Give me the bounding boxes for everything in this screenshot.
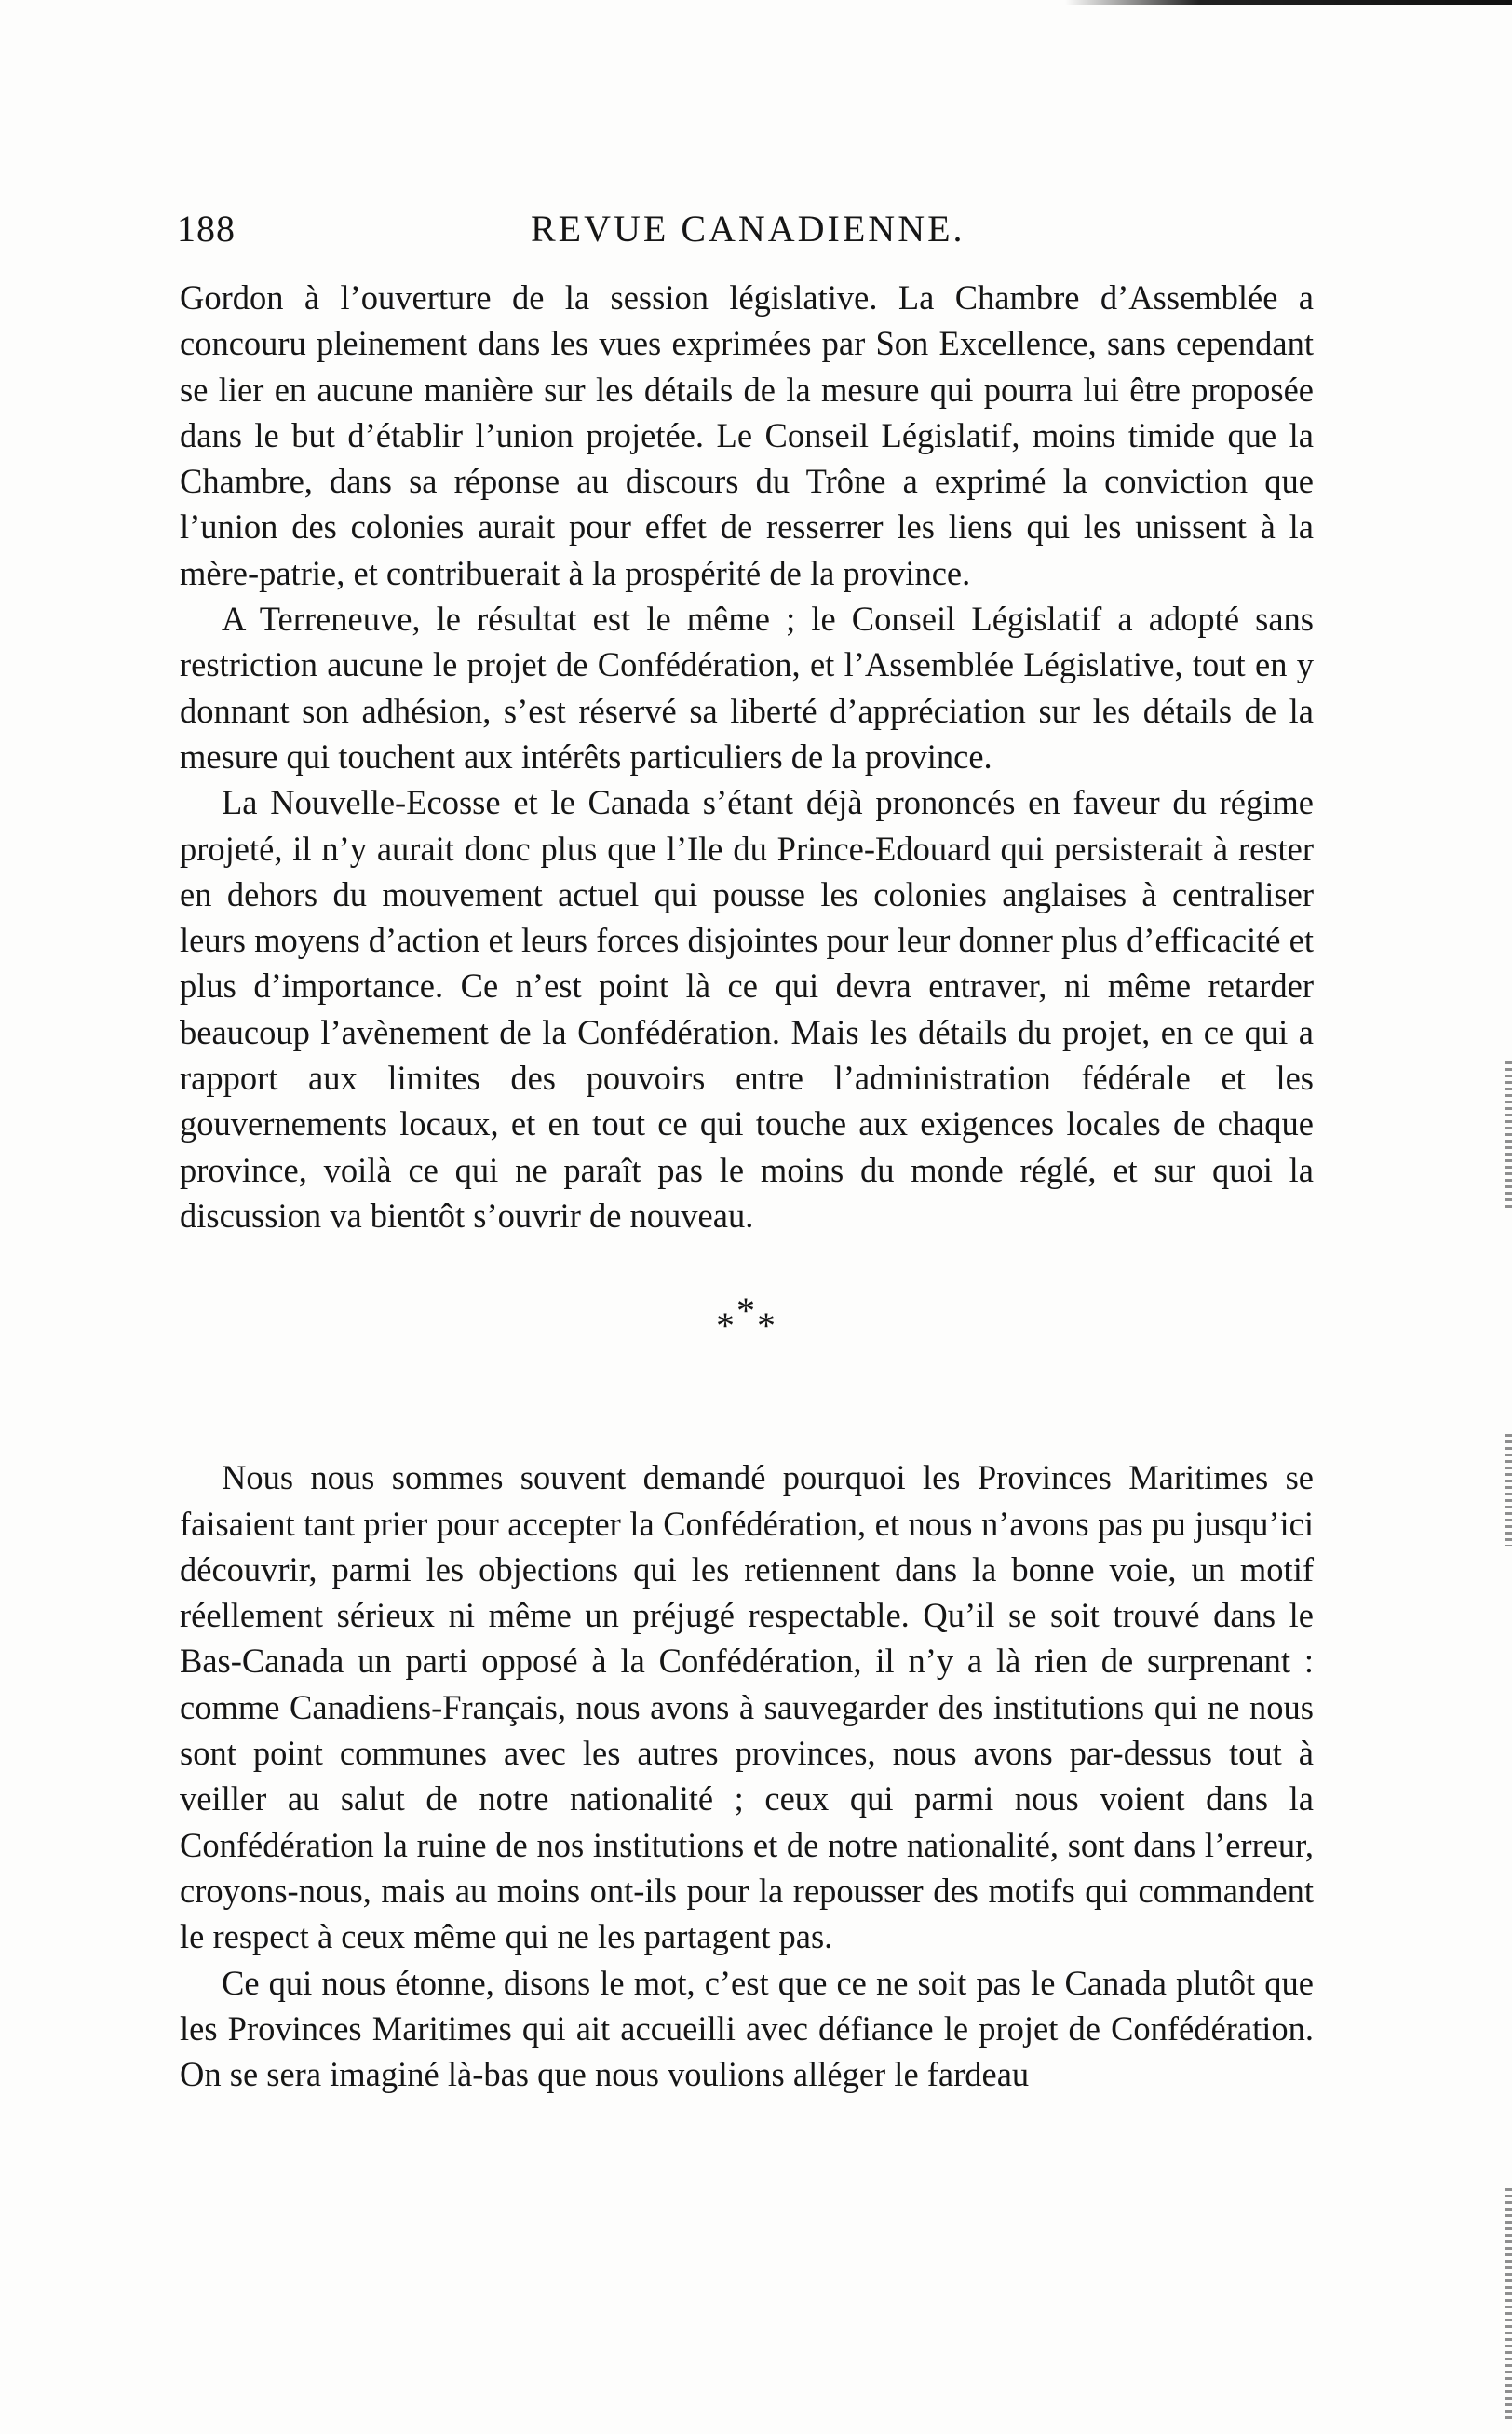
scan-edge-mark (1505, 1434, 1512, 1546)
paragraph: Ce qui nous étonne, disons le mot, c’est que ce ne soit pas le Canada plutôt que les Provinces Maritimes qui ait accueilli avec défiance le projet de Confédération. On se sera imaginé là-bas que nous voulions alléger le fardeau (180, 1963, 1314, 2094)
scan-edge-mark (1505, 2188, 1512, 2421)
paragraph: A Terreneuve, le résultat est le même ; le Conseil Législatif a adopté sans restriction aucune le projet de Confédération, et l’Assemblée Législative, tout en y donnant son adhésion, s’est réservé sa liberté d’appréciation sur les détails de la mesure qui touchent aux intérêts particuliers de la province. (180, 600, 1314, 776)
section-separator (180, 1238, 1314, 1454)
asterism: *** (716, 1290, 777, 1347)
body-text (180, 275, 1314, 2097)
paragraph: Gordon à l’ouverture de la session législative. La Chambre d’Assemblée a concouru pleinement dans les vues exprimées par Son Excellence, sans cependant se lier en aucune manière sur les détails de la mesure qui pourra lui être proposée dans le but d’établir l’union projetée. Le Conseil Législatif, moins timide que la Chambre, dans sa réponse au discours du Trône a exprimé la conviction que l’union des colonies aurait pour effet de resserrer les liens qui les unissent à la mère-patrie, et contribuerait à la prospérité de la province. (180, 278, 1314, 592)
page-number: 188 (177, 208, 236, 250)
running-head (177, 207, 1313, 263)
paragraph: La Nouvelle-Ecosse et le Canada s’étant déjà prononcés en faveur du régime projeté, il n’y aurait donc plus que l’Ile du Prince-Edouard qui persisterait à rester en dehors du mouvement actuel qui pousse les colonies anglaises à centraliser leurs moyens d’action et leurs forces disjointes pour leur donner plus d’efficacité et plus d’importance. Ce n’est point là ce qui devra entraver, ni même retarder beaucoup l’avènement de la Confédération. Mais les détails du projet, en ce qui a rapport aux limites des pouvoirs entre l’administration fédérale et les gouvernements locaux, et en tout ce qui touche aux exigences locales de chaque province, voilà ce qui ne paraît pas le moins du monde réglé, et sur quoi la discussion va bientôt s’ouvrir de nouveau. (180, 783, 1314, 1235)
journal-title: REVUE CANADIENNE. (531, 208, 965, 250)
paragraph: Nous nous sommes souvent demandé pourquoi les Provinces Maritimes se faisaient tant prier pour accepter la Confédération, et nous n’avons pas pu jusqu’ici découvrir, parmi les objections qui les retiennent dans la bonne voie, un motif réellement sérieux ni même un préjugé respectable. Qu’il se soit trouvé dans le Bas-Canada un parti opposé à la Confédération, il n’y a là rien de surprenant : comme Canadiens-Français, nous avons à sauvegarder des institutions qui ne nous sont point communes avec les autres provinces, nous avons par-dessus tout à veiller au salut de notre nationalité ; ceux qui parmi nous voient dans la Confédération la ruine de nos institutions et de notre nationalité, sont dans l’erreur, croyons-nous, mais au moins ont-ils pour la repousser des motifs qui commandent le respect à ceux même qui ne les partagent pas. (180, 1458, 1314, 1956)
scan-edge-mark (1505, 1061, 1512, 1210)
scan-top-rule (1065, 0, 1512, 5)
